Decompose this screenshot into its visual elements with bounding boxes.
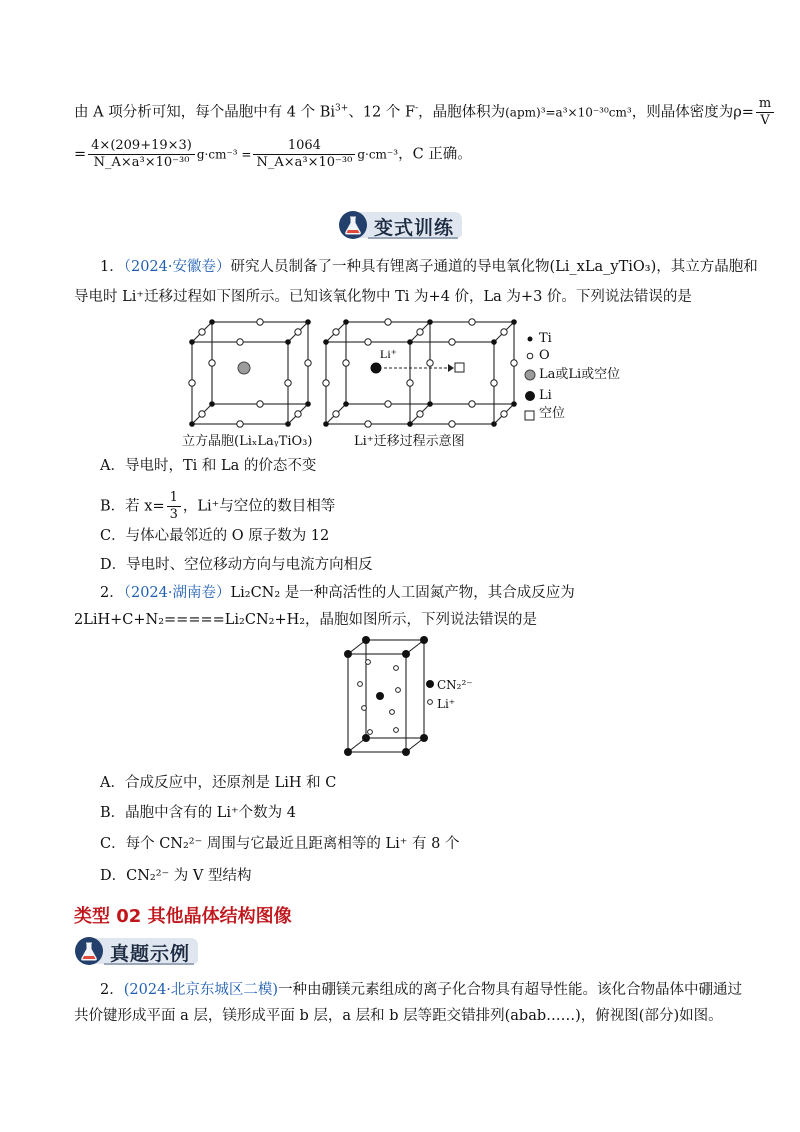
svg-text:Li⁺: Li⁺	[380, 347, 397, 361]
q1-legend-li: Li	[539, 388, 552, 403]
q2-option-a: A．合成反应中，还原剂是 LiH 和 C	[100, 775, 337, 791]
q3-stem-line-1: 2．(2024·北京东城区二模)一种由硼镁元素组成的离子化合物具有超导性能。该化合物晶体中硼通过	[100, 982, 743, 998]
q1-option-d: D．导电时、空位移动方向与电流方向相反	[100, 557, 373, 573]
q2-option-b: B．晶胞中含有的 Li⁺个数为 4	[100, 805, 297, 821]
q2-figure	[338, 632, 438, 764]
q2-option-c: C．每个 CN₂²⁻ 周围与它最近且距离相等的 Li⁺ 有 8 个	[100, 836, 460, 852]
q2-stem-line-2: 2LiH+C+N₂=====Li₂CN₂+H₂，晶胞如图所示，下列说法错误的是	[74, 612, 538, 628]
q2-legend-li: Li⁺	[437, 697, 456, 711]
flask-icon	[74, 936, 104, 966]
q1-option-b: B．若 x= $\frac{1}{3}$ ，Li⁺与空位的数目相等	[100, 490, 336, 522]
section-heading-type-02: 类型 02 其他晶体结构图像	[74, 906, 292, 927]
q1-caption-left: 立方晶胞(LiₓLaᵧTiO₃)	[182, 434, 313, 449]
intro-line-2: = $\frac{4\times(209+19\times 3)}{\text{N\_A×a³×10⁻³⁰}}$ g·cm⁻³ = $\frac{1064}{\text{N\_A×a³×10⁻³⁰}}$ g·cm⁻³，C 正确。	[74, 138, 472, 170]
q2-stem-line-1: 2．（2024·湖南卷）Li₂CN₂ 是一种高活性的人工固氮产物，其合成反应为	[100, 585, 575, 601]
q1-legend-vacancy: 空位	[539, 406, 566, 421]
intro-line-1: 由 A 项分析可知，每个晶胞中有 4 个 $Bi^{3+}$、12 个 F-，晶胞体积为(apm)³=a³×10⁻³⁰cm³，则晶体密度为ρ= $\frac{m}{V}$	[74, 96, 776, 129]
q1-legend-la: La或Li或空位	[539, 367, 621, 382]
section-badge-real-exam: 真题示例	[74, 934, 202, 968]
q3-stem-line-2: 共价键形成平面 a 层，镁形成平面 b 层，a 层和 b 层等距交错排列(abab……)，俯视图(部分)如图。	[74, 1008, 723, 1024]
q2-option-d: D．CN₂²⁻ 为 V 型结构	[100, 868, 252, 884]
q1-option-c: C．与体心最邻近的 O 原子数为 12	[100, 528, 330, 544]
q1-stem-line-1: 1．（2024·安徽卷）研究人员制备了一种具有锂离子通道的导电氧化物(Li_xLa_yTiO₃)，其立方晶胞和	[100, 259, 758, 275]
q1-option-a: A．导电时，Ti 和 La 的价态不变	[100, 458, 317, 474]
q1-legend-ti: Ti	[539, 331, 552, 346]
q1-stem-line-2: 导电时 Li⁺迁移过程如下图所示。已知该氧化物中 Ti 为+4 价，La 为+3 价。下列说法错误的是	[74, 289, 692, 305]
q1-legend-o: O	[539, 348, 550, 363]
q1-caption-right: Li⁺迁移过程示意图	[354, 434, 465, 449]
flask-icon	[338, 210, 368, 240]
q2-legend-cn2: CN₂²⁻	[437, 678, 473, 692]
section-badge-variation: 变式训练	[338, 208, 466, 242]
